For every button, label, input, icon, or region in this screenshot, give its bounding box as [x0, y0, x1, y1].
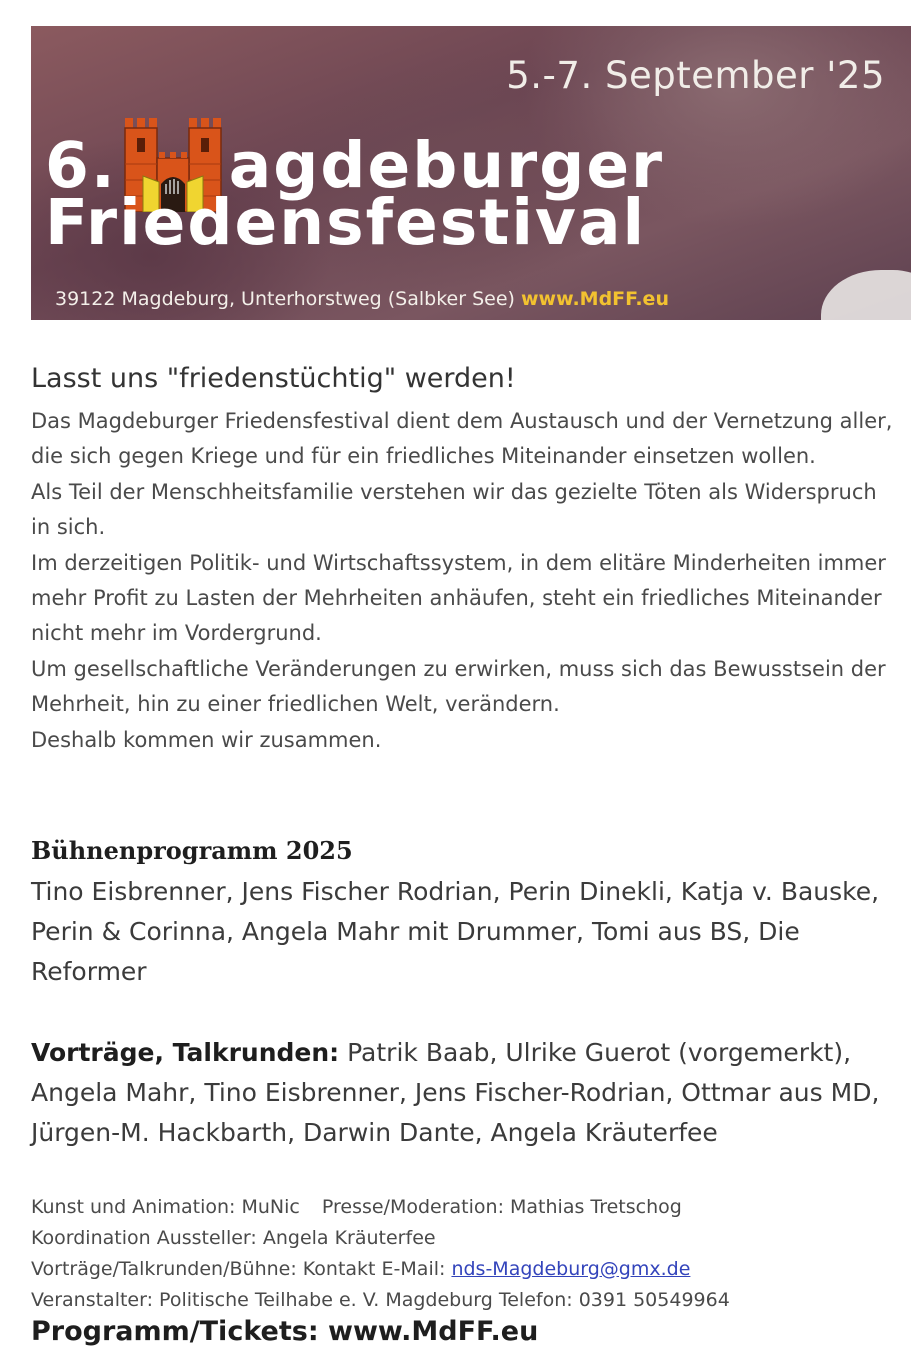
stage-program-artists: Tino Eisbrenner, Jens Fischer Rodrian, Perin Dinekli, Katja v. Bauske, Perin & Corinna, Angela Mahr mit Drummer, Tomi aus BS, Die Reformer [31, 877, 880, 986]
credit-art: Kunst und Animation: MuNic [31, 1196, 300, 1218]
banner-title-word-magdeburger: agdeburger [228, 129, 665, 202]
page-headline: Lasst uns "friedenstüchtig" werden! [31, 363, 516, 394]
credits-row [31, 1192, 911, 1223]
credit-press: Presse/Moderation: Mathias Tretschog [321, 1196, 682, 1218]
program-tickets-link[interactable]: Programm/Tickets: www.MdFF.eu [31, 1316, 539, 1347]
banner-background-rock [821, 270, 911, 320]
banner-title-line-2: Friedensfestival [45, 186, 647, 259]
festival-banner [31, 26, 911, 320]
talks-label: Vorträge, Talkrunden: [31, 1038, 340, 1067]
festival-address: 39122 Magdeburg, Unterhorstweg (Salbker See) [55, 288, 515, 310]
credits-row [31, 1254, 911, 1285]
credits-block [31, 1192, 911, 1316]
credit-organizer: Veranstalter: Politische Teilhabe e. V. Magdeburg Telefon: 0391 50549964 [31, 1289, 730, 1311]
intro-paragraph: Um gesellschaftliche Veränderungen zu erwirken, muss sich das Bewusstsein der Mehrheit, hin zu einer friedlichen Welt, verändern. [31, 656, 886, 717]
intro-text [31, 404, 901, 758]
banner-address [55, 288, 669, 310]
banner-website-link[interactable]: www.MdFF.eu [521, 288, 669, 310]
intro-paragraph: Deshalb kommen wir zusammen. [31, 727, 382, 752]
stage-program-title: Bühnenprogramm 2025 [31, 836, 353, 865]
credit-coordination: Koordination Aussteller: Angela Kräuterfee [31, 1227, 436, 1249]
intro-paragraph: Im derzeitigen Politik- und Wirtschaftssystem, in dem elitäre Minderheiten immer mehr Profit zu Lasten der Mehrheiten anhäufen, steht ein friedliches Miteinander nicht mehr im Vordergrund. [31, 550, 886, 646]
intro-paragraph: Als Teil der Menschheitsfamilie verstehen wir das gezielte Töten als Widerspruch in sich. [31, 479, 877, 540]
talks-speakers: Patrik Baab, Ulrike Guerot (vorgemerkt), Angela Mahr, Tino Eisbrenner, Jens Fischer-Rodrian, Ottmar aus MD, Jürgen-M. Hackbarth, Darwin Dante, Angela Kräuterfee [31, 1038, 880, 1147]
contact-email-link[interactable]: nds-Magdeburg@gmx.de [451, 1258, 691, 1280]
intro-paragraph: Das Magdeburger Friedensfestival dient dem Austausch und der Vernetzung aller, die sich gegen Kriege und für ein friedliches Miteinander einsetzen wollen. [31, 409, 893, 469]
festival-date: 5.-7. September '25 [506, 54, 885, 97]
credit-contact-label: Vorträge/Talkrunden/Bühne: Kontakt E-Mail: [31, 1258, 452, 1280]
talks-section [31, 1033, 911, 1153]
festival-number: 6. [45, 129, 117, 202]
